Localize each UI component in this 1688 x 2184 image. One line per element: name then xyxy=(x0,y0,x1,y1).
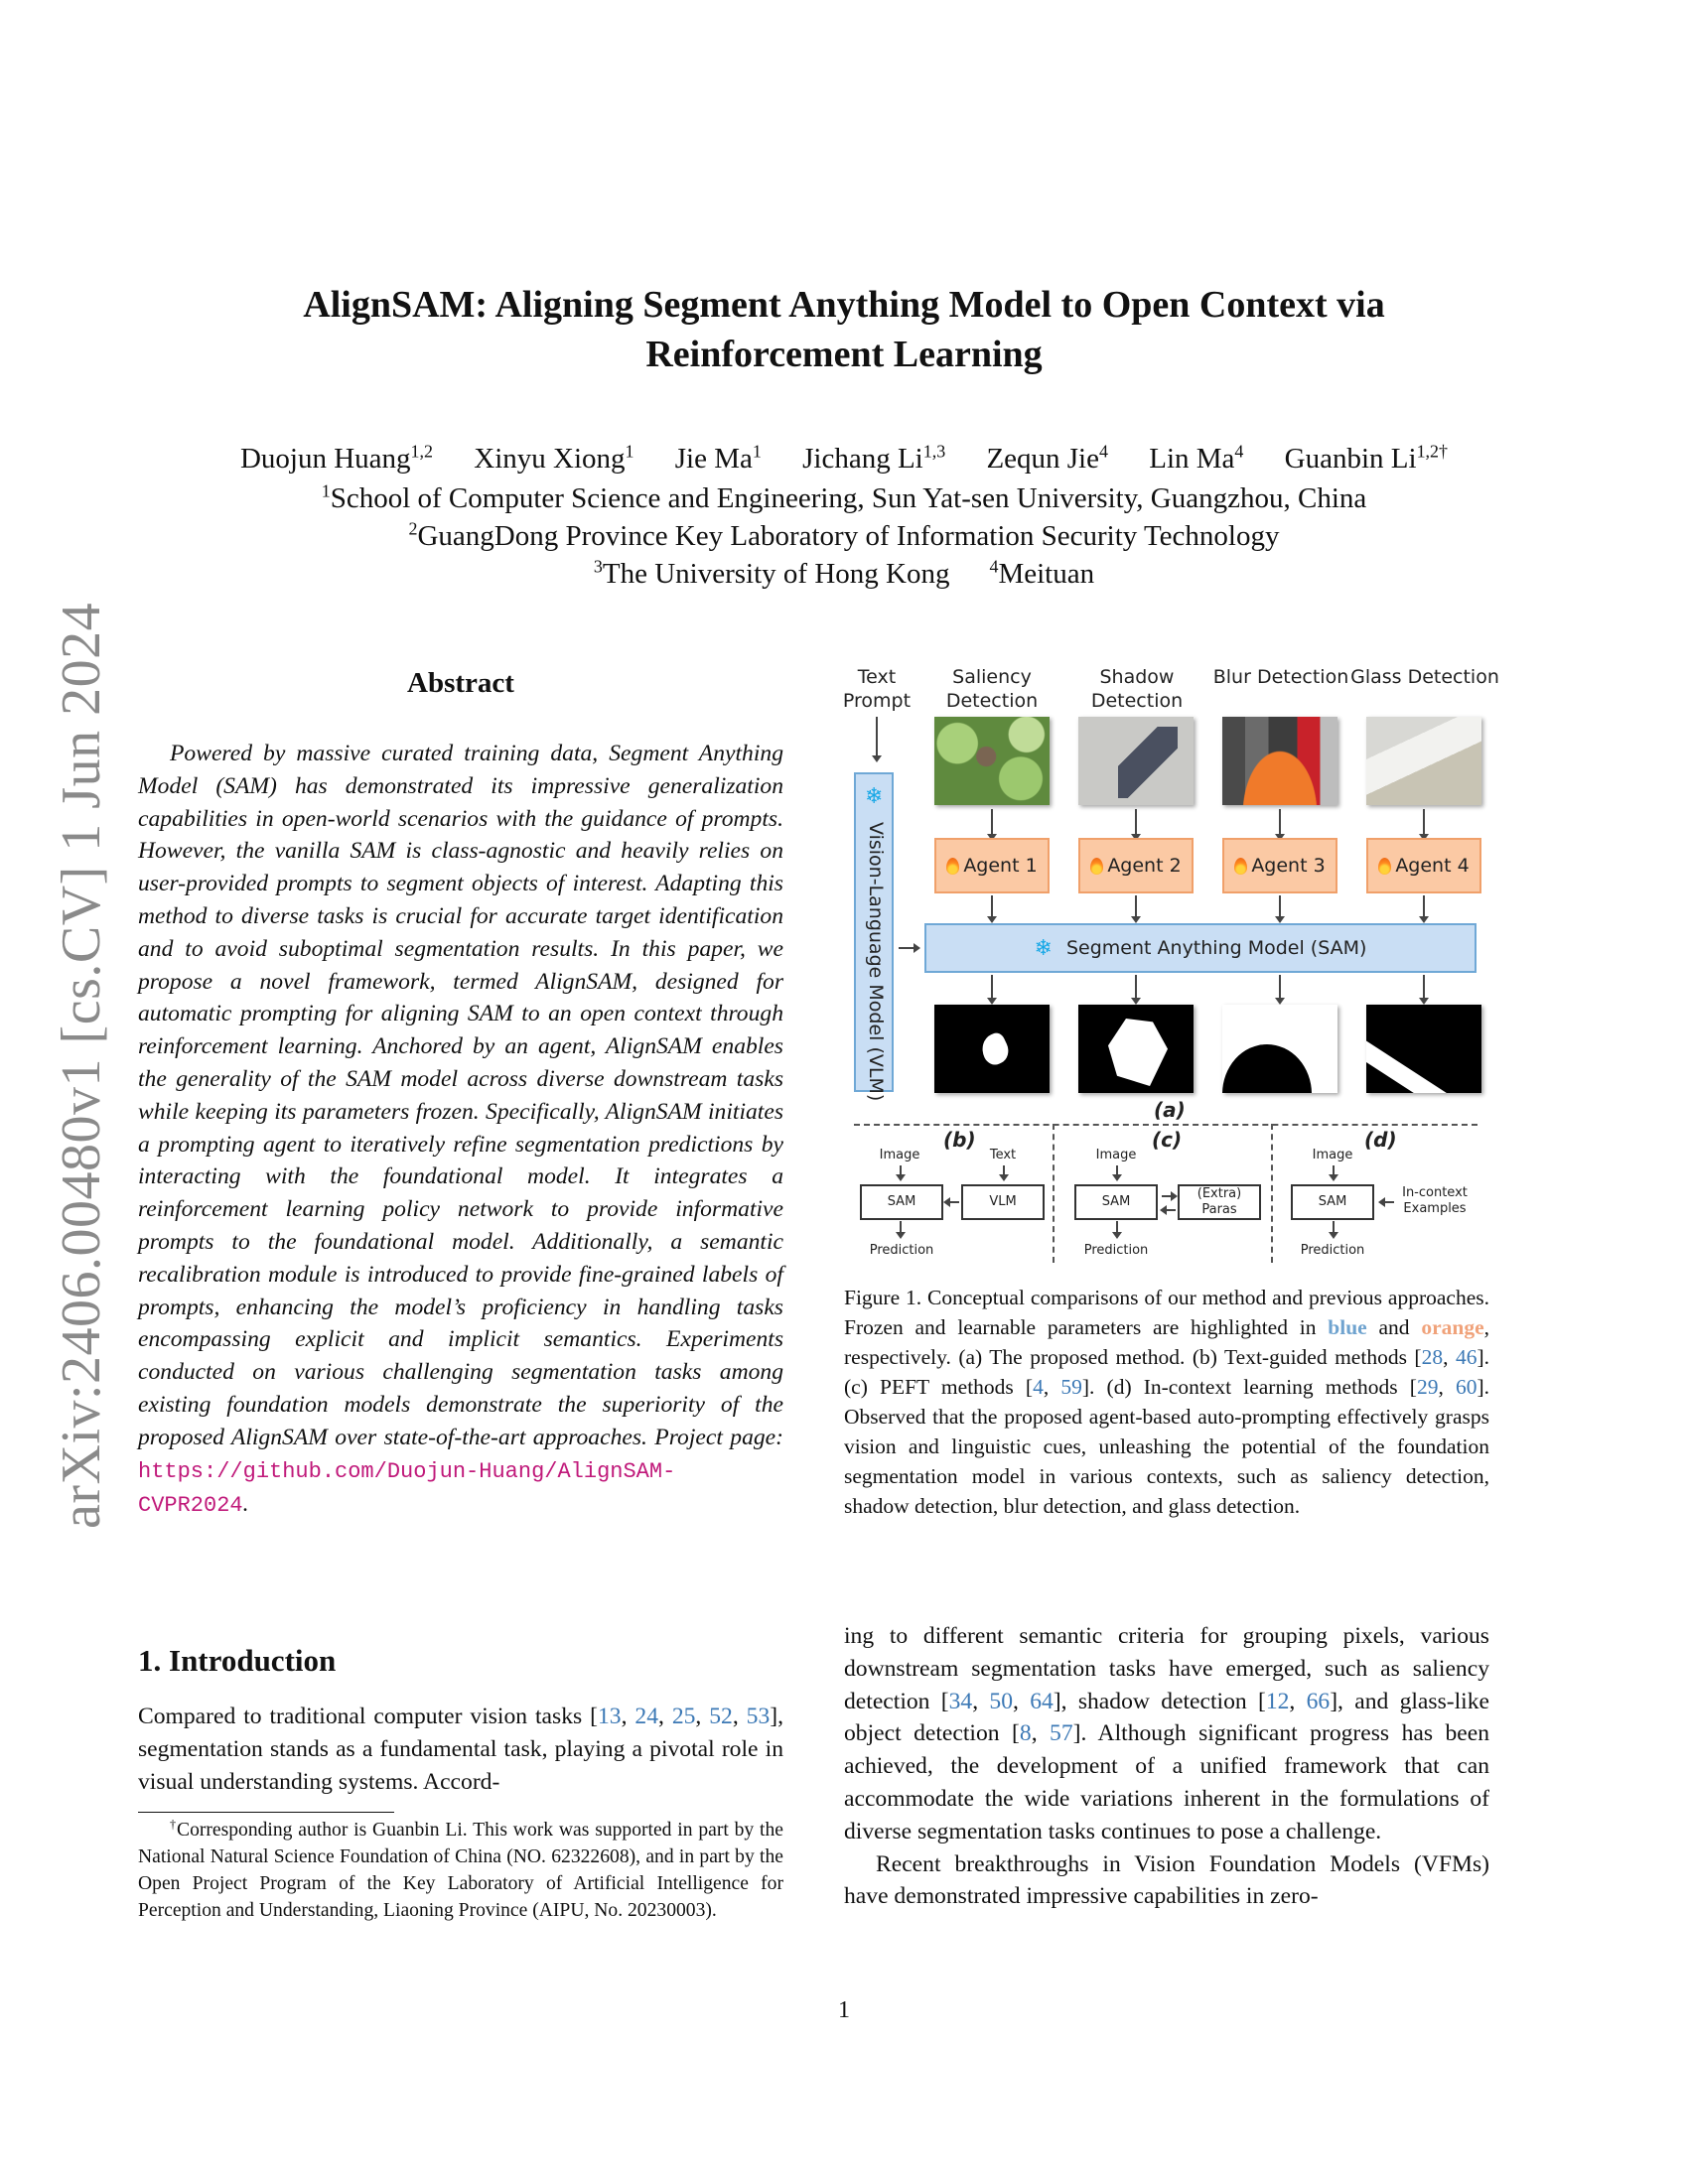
affiliation-3-4: $^3$The University of Hong Kong $^4$Meituan xyxy=(593,556,1095,590)
arrow-down-icon xyxy=(1279,895,1281,921)
arrow-down-icon xyxy=(1116,1165,1118,1179)
vlm-box: VLM xyxy=(961,1184,1045,1220)
vlm-bar: ❄ Vision-Language Model (VLM) xyxy=(854,772,894,1092)
footnote: †Corresponding author is Guanbin Li. This work was supported in part by the National Natural Science Foundation of China (NO. 62322608), and in part by the Open Project Program of the Key Laboratory of Artificial Intelligence for Perception and Understanding, Liaoning Province (AIPU, No. 20230003). xyxy=(138,1817,783,1921)
text-label: Text xyxy=(989,1148,1017,1162)
arxiv-stamp: arXiv:2406.00480v1 [cs.CV] 1 Jun 2024 xyxy=(51,602,112,1529)
author: Jichang Li$^{1,3}$ xyxy=(802,441,946,475)
arrow-down-icon xyxy=(1423,975,1425,1003)
author: Zequn Jie$^4$ xyxy=(986,441,1108,475)
arrow-down-icon xyxy=(1279,809,1281,839)
arrow-down-icon xyxy=(1135,975,1137,1003)
right-column-body: ing to different semantic criteria for grouping pixels, various downstream segmentation tasks have emerged, such as saliency detection [34, 50, 64], shadow detection [12, 66], and glass-like object detection [8, 57]. Although significant progress has been achieved, the development of a unified framework that can accommodate the wide variations inherent in the formulations of diverse segmentation tasks continues to pose a challenge. Recent breakthroughs in Vision Foundation Models (VFMs) have demonstrated impressive capabilities in zero- xyxy=(844,1620,1489,1913)
arrow-down-icon xyxy=(1333,1165,1335,1179)
prediction-label: Prediction xyxy=(1300,1243,1365,1258)
flame-icon xyxy=(946,858,959,875)
author-list xyxy=(0,440,1688,478)
arrow-down-icon xyxy=(876,717,878,760)
extra-params-box: (Extra) Paras xyxy=(1178,1184,1261,1220)
flame-icon xyxy=(1378,858,1391,875)
column-header-glass: Glass Detection xyxy=(1350,666,1499,688)
text-prompt-label: Text Prompt xyxy=(842,666,912,712)
arrow-down-icon xyxy=(1116,1221,1118,1237)
agent-2-box: Agent 2 xyxy=(1078,838,1194,893)
glass-input-image xyxy=(1366,717,1481,805)
affiliation-2: $^2$GuangDong Province Key Laboratory of Information Security Technology xyxy=(408,518,1280,552)
arrow-left-icon xyxy=(1380,1201,1394,1203)
citation-link[interactable]: 28 xyxy=(1421,1345,1444,1369)
agent-3-box: Agent 3 xyxy=(1222,838,1337,893)
saliency-mask xyxy=(934,1005,1050,1093)
panel-b-label: (b) xyxy=(943,1128,976,1152)
arrow-down-icon xyxy=(1279,975,1281,1003)
page-number: 1 xyxy=(838,1997,850,2023)
citation-link[interactable]: 34 xyxy=(948,1688,973,1714)
footnote-rule xyxy=(138,1812,394,1813)
figure-caption: Figure 1. Conceptual comparisons of our method and previous approaches. Frozen and learnable parameters are highlighted in blue and orange, respectively. (a) The proposed method. (b) Text-guided methods [28, 46]. (c) PEFT methods [4, 59]. (d) In-context learning methods [29, 60]. Observed that the proposed agent-based auto-prompting effectively grasps vision and linguistic cues, unleashing the potential of the foundation segmentation model in various contexts, such as saliency detection, shadow detection, blur detection, and glass detection. xyxy=(844,1286,1490,1518)
citation-link[interactable]: 60 xyxy=(1455,1375,1477,1399)
arrow-down-icon xyxy=(1333,1221,1335,1237)
paragraph: Recent breakthroughs in Vision Foundation Models (VFMs) have demonstrated impressive capabilities in zero- xyxy=(844,1850,1489,1910)
intro-body: Compared to traditional computer vision tasks [13, 24, 25, 52, 53], segmentation stands as a fundamental task, playing a pivotal role in visual understanding systems. Accord- xyxy=(138,1704,784,1795)
sam-bar: ❄ Segment Anything Model (SAM) xyxy=(924,923,1477,973)
shadow-input-image xyxy=(1078,717,1194,805)
arrow-down-icon xyxy=(991,895,993,921)
snowflake-icon: ❄ xyxy=(865,784,884,809)
arrow-down-icon xyxy=(900,1165,902,1179)
citation-link[interactable]: 66 xyxy=(1306,1688,1331,1714)
abstract-body: Powered by massive curated training data, Segment Anything Model (SAM) has demonstrated its impressive generalization capabilities in open-world scenarios with the guidance of prompts. However, the vanilla SAM is class-agnostic and heavily relies on user-provided prompts to segment objects of interest. Adapting this method to diverse tasks is crucial for accurate target identification and to avoid suboptimal segmentation results. In this paper, we propose a novel framework, termed AlignSAM, designed for automatic prompting for aligning SAM to an open context through reinforcement learning. Anchored by an agent, AlignSAM enables the generality of the SAM model across diverse downstream tasks while keeping its parameters frozen. Specifically, AlignSAM initiates a prompting agent to iteratively refine segmentation predictions by interacting with the foundational model. It integrates a reinforcement learning policy network to provide informative prompts to the foundational model. Additionally, a semantic recalibration module is introduced to provide fine-grained labels of prompts, enhancing the model’s proficiency in handling tasks encompassing explicit and implicit semantics. Experiments conducted on various challenging segmentation tasks among existing foundation models demonstrate the superiority of the proposed AlignSAM over state-of-the-art approaches. Project page: https://github.com/Duojun-Huang/AlignSAM-CVPR2024. xyxy=(138,741,783,1519)
citation-link[interactable]: 50 xyxy=(989,1688,1013,1714)
citation-link[interactable]: 25 xyxy=(671,1704,696,1729)
sam-box: SAM xyxy=(1291,1184,1374,1220)
arrow-left-icon xyxy=(1162,1209,1176,1211)
flame-icon xyxy=(1090,858,1103,875)
saliency-input-image xyxy=(934,717,1050,805)
arrow-down-icon xyxy=(1423,809,1425,839)
author: Xinyu Xiong$^1$ xyxy=(474,441,634,475)
citation-link[interactable]: 12 xyxy=(1265,1688,1290,1714)
arrow-down-icon xyxy=(1135,895,1137,921)
blur-mask xyxy=(1222,1005,1337,1093)
citation-link[interactable]: 53 xyxy=(746,1704,771,1729)
citation-link[interactable]: 59 xyxy=(1060,1375,1082,1399)
column-header-saliency: Saliency Detection xyxy=(945,666,1039,712)
blur-input-image xyxy=(1222,717,1337,805)
author: Duojun Huang$^{1,2}$ xyxy=(239,441,434,475)
image-label: Image xyxy=(1312,1148,1353,1162)
title-line-1: AlignSAM: Aligning Segment Anything Model to Open Context via xyxy=(303,284,1385,326)
panel-c-label: (c) xyxy=(1152,1128,1183,1152)
citation-link[interactable]: 4 xyxy=(1033,1375,1044,1399)
citation-link[interactable]: 8 xyxy=(1019,1720,1032,1747)
author: Guanbin $Li^{1,2\dagger}$ xyxy=(1284,441,1449,475)
snowflake-icon: ❄ xyxy=(1034,935,1053,961)
project-link[interactable]: https://github.com/Duojun-Huang/AlignSAM-CVPR2024 xyxy=(138,1458,676,1519)
citation-link[interactable]: 29 xyxy=(1416,1375,1439,1399)
arrow-left-icon xyxy=(945,1201,959,1203)
citation-link[interactable]: 46 xyxy=(1455,1345,1477,1369)
intro-heading: 1. Introduction xyxy=(138,1643,337,1678)
abstract-heading: Abstract xyxy=(407,667,514,699)
arrow-down-icon xyxy=(991,809,993,839)
glass-mask xyxy=(1366,1005,1481,1093)
prediction-label: Prediction xyxy=(869,1243,934,1258)
author: Jie Ma$^1$ xyxy=(674,441,762,475)
arrow-down-icon xyxy=(900,1221,902,1237)
dashed-divider xyxy=(1053,1124,1055,1263)
author: Lin Ma$^4$ xyxy=(1149,441,1244,475)
sam-box: SAM xyxy=(860,1184,943,1220)
title-line-2: Reinforcement Learning xyxy=(645,334,1043,375)
arrow-down-icon xyxy=(991,975,993,1003)
agent-4-box: Agent 4 xyxy=(1366,838,1481,893)
citation-link[interactable]: 52 xyxy=(709,1704,733,1729)
in-context-label: In-context Examples xyxy=(1402,1185,1468,1216)
panel-d-label: (d) xyxy=(1364,1128,1397,1152)
image-label: Image xyxy=(879,1148,920,1162)
arrow-down-icon xyxy=(1003,1165,1005,1179)
arrow-down-icon xyxy=(1135,809,1137,839)
dashed-divider xyxy=(1271,1124,1273,1263)
prediction-label: Prediction xyxy=(1083,1243,1149,1258)
arrow-down-icon xyxy=(1423,895,1425,921)
column-header-shadow: Shadow Detection xyxy=(1090,666,1184,712)
citation-link[interactable]: 64 xyxy=(1030,1688,1054,1714)
sam-box: SAM xyxy=(1074,1184,1158,1220)
citation-link[interactable]: 24 xyxy=(634,1704,658,1729)
citation-link[interactable]: 13 xyxy=(597,1704,622,1729)
agent-1-box: Agent 1 xyxy=(934,838,1050,893)
affiliation-1: $^1$School of Computer Science and Engineering, Sun Yat-sen University, Guangzhou, China xyxy=(321,480,1367,514)
image-label: Image xyxy=(1095,1148,1137,1162)
dashed-separator xyxy=(854,1124,1477,1126)
arrow-right-icon xyxy=(899,947,918,949)
paper-title xyxy=(0,280,1688,379)
citation-link[interactable]: 57 xyxy=(1050,1720,1073,1747)
shadow-mask xyxy=(1078,1005,1194,1093)
arrow-right-icon xyxy=(1162,1195,1176,1197)
panel-a-label: (a) xyxy=(1154,1098,1186,1122)
flame-icon xyxy=(1234,858,1247,875)
column-header-blur: Blur Detection xyxy=(1212,666,1349,688)
